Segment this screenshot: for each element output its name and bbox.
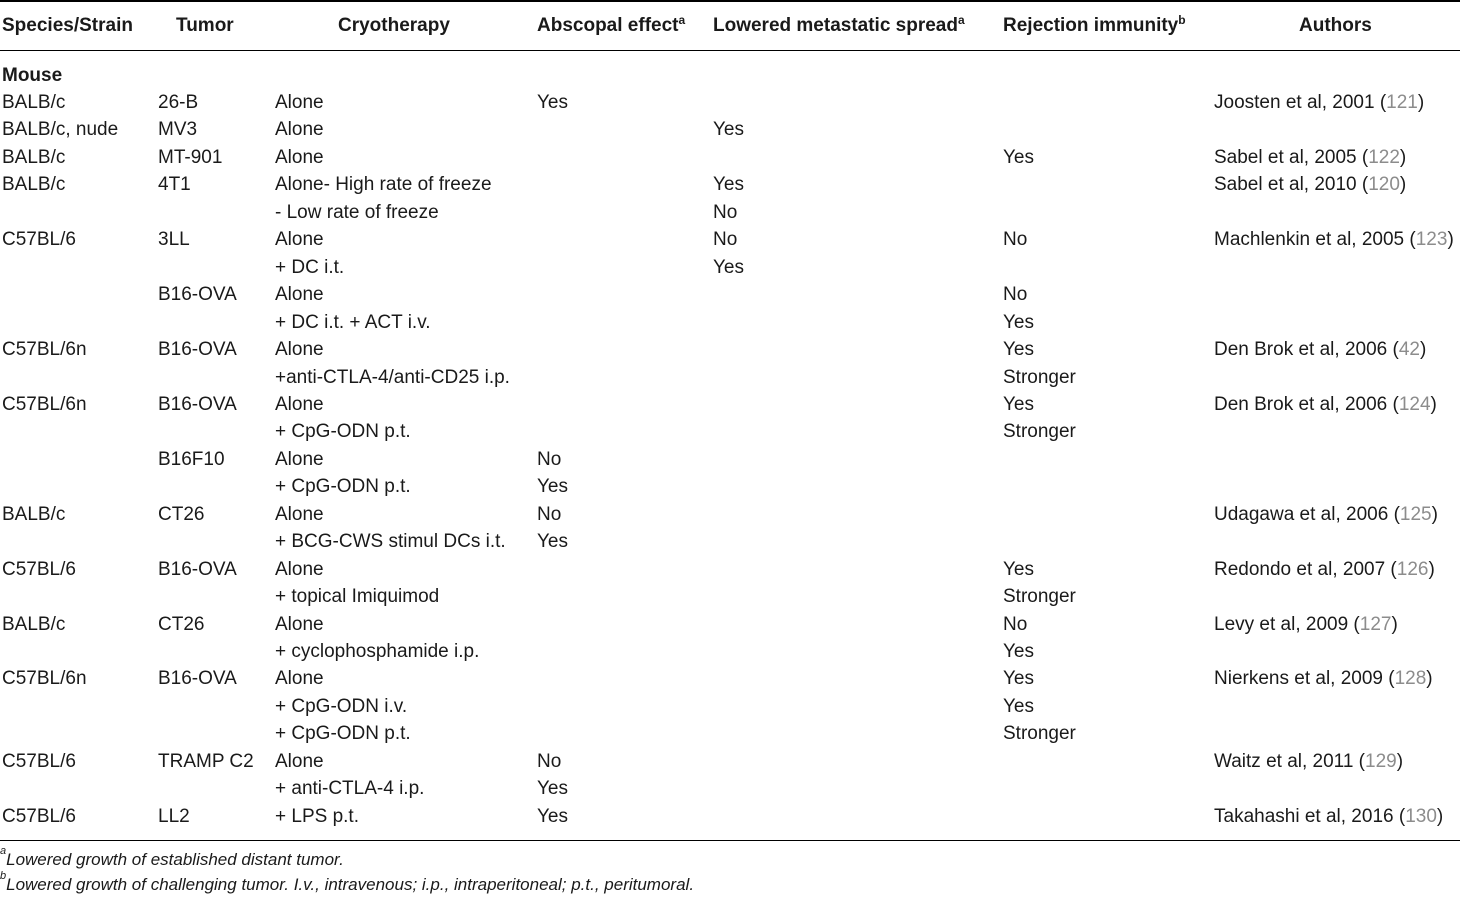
cryotherapy-cell: + DC i.t. + ACT i.v. [275, 312, 431, 333]
author-close: ) [1436, 806, 1444, 827]
metastatic-cell: Yes [713, 119, 744, 140]
cryotherapy-cell: + anti-CTLA-4 i.p. [275, 778, 425, 799]
footnote-marker: b [1178, 13, 1186, 27]
metastatic-cell: No [713, 202, 738, 223]
author-close: ) [1447, 229, 1454, 250]
column-header [338, 14, 450, 38]
author-text: Sabel et al, 2005 ( [1214, 147, 1369, 168]
group-label: Mouse [2, 65, 63, 86]
cryotherapy-cell: +anti-CTLA-4/anti-CD25 i.p. [275, 367, 510, 388]
cryotherapy-cell: + topical Imiquimod [275, 586, 440, 607]
cryotherapy-cell: Alone [275, 92, 324, 113]
cryotherapy-cell: Alone [275, 668, 324, 689]
author-cell [1214, 146, 1406, 170]
column-header [2, 14, 133, 38]
rejection-cell: Yes [1003, 641, 1034, 662]
author-cell [1214, 91, 1424, 115]
author-close: ) [1417, 92, 1425, 113]
column-header-label: Rejection immunity [1003, 15, 1179, 36]
cryotherapy-cell: - Low rate of freeze [275, 202, 439, 223]
cryotherapy-cell: Alone [275, 449, 324, 470]
cryotherapy-cell: Alone [275, 504, 324, 525]
cryotherapy-cell: Alone [275, 339, 324, 360]
author-cell [1214, 228, 1454, 252]
species-cell: BALB/c [2, 174, 66, 195]
cryotherapy-cell: Alone [275, 119, 324, 140]
rejection-cell: Yes [1003, 394, 1034, 415]
author-close: ) [1431, 504, 1438, 525]
column-header-label: Cryotherapy [338, 15, 450, 36]
rejection-cell: Stronger [1003, 367, 1076, 388]
author-cell [1214, 558, 1435, 582]
column-header-label: Authors [1299, 15, 1372, 36]
reference-link[interactable]: 127 [1359, 614, 1392, 635]
reference-link[interactable]: 121 [1386, 92, 1418, 113]
tumor-cell: B16-OVA [158, 339, 237, 360]
tumor-cell: 26-B [158, 92, 199, 113]
author-text: Den Brok et al, 2006 ( [1214, 394, 1399, 415]
author-close: ) [1399, 174, 1407, 195]
cryotherapy-cell: + cyclophosphamide i.p. [275, 641, 480, 662]
header-rule [0, 50, 1460, 51]
reference-link[interactable]: 125 [1399, 504, 1432, 525]
cryotherapy-cell: Alone [275, 394, 324, 415]
species-cell: BALB/c [2, 147, 66, 168]
author-text: Machlenkin et al, 2005 ( [1214, 229, 1416, 250]
rejection-cell: Yes [1003, 312, 1034, 333]
author-cell [1214, 750, 1403, 774]
rejection-cell: No [1003, 614, 1028, 635]
species-cell: BALB/c [2, 614, 66, 635]
column-header [1003, 14, 1186, 38]
tumor-cell: B16-OVA [158, 668, 237, 689]
tumor-cell: CT26 [158, 614, 205, 635]
tumor-cell: MT-901 [158, 147, 223, 168]
author-cell [1214, 667, 1433, 691]
author-text: Den Brok et al, 2006 ( [1214, 339, 1399, 360]
author-text: Redondo et al, 2007 ( [1214, 559, 1397, 580]
author-cell [1214, 338, 1426, 362]
author-cell [1214, 805, 1443, 829]
metastatic-cell: Yes [713, 257, 744, 278]
cryotherapy-cell: Alone [275, 147, 324, 168]
reference-link[interactable]: 122 [1368, 147, 1400, 168]
reference-link[interactable]: 126 [1396, 559, 1429, 580]
rejection-cell: Stronger [1003, 586, 1076, 607]
species-cell: C57BL/6 [2, 806, 76, 827]
metastatic-cell: Yes [713, 174, 744, 195]
cryotherapy-cell: Alone [275, 751, 324, 772]
author-text: Takahashi et al, 2016 ( [1214, 806, 1406, 827]
cryotherapy-cell: Alone [275, 559, 324, 580]
rejection-cell: Yes [1003, 147, 1034, 168]
rejection-cell: No [1003, 284, 1028, 305]
tumor-cell: B16-OVA [158, 394, 237, 415]
column-header [1299, 14, 1372, 38]
tumor-cell: CT26 [158, 504, 205, 525]
species-cell: C57BL/6 [2, 559, 76, 580]
cryotherapy-cell: + CpG-ODN i.v. [275, 696, 408, 717]
column-header [176, 14, 234, 38]
rejection-cell: Yes [1003, 339, 1034, 360]
tumor-cell: 4T1 [158, 174, 191, 195]
column-header [537, 14, 685, 38]
column-header-label: Abscopal effect [537, 15, 679, 36]
species-cell: C57BL/6 [2, 751, 76, 772]
rejection-cell: Stronger [1003, 421, 1076, 442]
author-close: ) [1419, 339, 1427, 360]
column-header-label: Species/Strain [2, 15, 133, 36]
footnote-mark: a [0, 845, 7, 857]
cryotherapy-cell: Alone- High rate of freeze [275, 174, 492, 195]
reference-link[interactable]: 120 [1368, 174, 1400, 195]
rejection-cell: Yes [1003, 559, 1034, 580]
column-header-label: Lowered metastatic spread [713, 15, 958, 36]
author-close: ) [1391, 614, 1398, 635]
author-cell [1214, 503, 1438, 527]
author-text: Udagawa et al, 2006 ( [1214, 504, 1400, 525]
species-cell: C57BL/6n [2, 394, 87, 415]
species-cell: C57BL/6 [2, 229, 76, 250]
cryotherapy-cell: + DC i.t. [275, 257, 345, 278]
cryotherapy-cell: + CpG-ODN p.t. [275, 723, 411, 744]
cryotherapy-cell: Alone [275, 614, 324, 635]
abscopal-cell: Yes [537, 92, 568, 113]
footnote-a [0, 845, 344, 870]
cryotherapy-cell: + BCG-CWS stimul DCs i.t. [275, 531, 506, 552]
abscopal-cell: No [537, 751, 562, 772]
column-header-label: Tumor [176, 15, 234, 36]
tumor-cell: B16F10 [158, 449, 225, 470]
species-cell: BALB/c [2, 504, 66, 525]
author-text: Joosten et al, 2001 ( [1214, 92, 1387, 113]
tumor-cell: B16-OVA [158, 284, 237, 305]
abscopal-cell: Yes [537, 806, 568, 827]
author-close: ) [1399, 147, 1407, 168]
tumor-cell: LL2 [158, 806, 190, 827]
reference-link[interactable]: 130 [1405, 806, 1437, 827]
species-cell: C57BL/6n [2, 339, 87, 360]
reference-link[interactable]: 123 [1415, 229, 1448, 250]
abscopal-cell: No [537, 449, 562, 470]
author-text: Nierkens et al, 2009 ( [1214, 668, 1395, 689]
author-close: ) [1426, 668, 1433, 689]
footnote-b [0, 870, 695, 895]
bottom-rule [0, 840, 1460, 841]
author-cell [1214, 393, 1437, 417]
cryotherapy-cell: + CpG-ODN p.t. [275, 421, 411, 442]
abscopal-cell: Yes [537, 531, 568, 552]
author-text: Sabel et al, 2010 ( [1214, 174, 1369, 195]
species-cell: BALB/c, nude [2, 119, 119, 140]
cryotherapy-cell: + LPS p.t. [275, 806, 359, 827]
author-cell [1214, 613, 1398, 637]
footnote-text: Lowered growth of challenging tumor. I.v., intravenous; i.p., intraperitoneal; p.t., peritumoral. [6, 875, 695, 894]
footnote-mark: b [0, 870, 7, 882]
rejection-cell: Stronger [1003, 723, 1076, 744]
rejection-cell: No [1003, 229, 1028, 250]
tumor-cell: 3LL [158, 229, 190, 250]
reference-link[interactable]: 42 [1398, 339, 1420, 360]
tumor-cell: MV3 [158, 119, 198, 140]
rejection-cell: Yes [1003, 668, 1034, 689]
rejection-cell: Yes [1003, 696, 1034, 717]
species-cell: BALB/c [2, 92, 66, 113]
author-close: ) [1428, 559, 1435, 580]
author-text: Levy et al, 2009 ( [1214, 614, 1360, 635]
reference-link[interactable]: 129 [1365, 751, 1397, 772]
footnote-marker: a [678, 13, 686, 27]
author-cell [1214, 173, 1406, 197]
reference-link[interactable]: 124 [1398, 394, 1431, 415]
cryotherapy-cell: Alone [275, 229, 324, 250]
abscopal-cell: Yes [537, 778, 568, 799]
footnote-marker: a [957, 13, 965, 27]
metastatic-cell: No [713, 229, 738, 250]
tumor-cell: TRAMP C2 [158, 751, 254, 772]
top-rule [0, 0, 1460, 2]
cryotherapy-cell: + CpG-ODN p.t. [275, 476, 411, 497]
footnote-text: Lowered growth of established distant tumor. [6, 850, 344, 869]
cryotherapy-cell: Alone [275, 284, 324, 305]
abscopal-cell: No [537, 504, 562, 525]
abscopal-cell: Yes [537, 476, 568, 497]
author-text: Waitz et al, 2011 ( [1214, 751, 1366, 772]
column-header [713, 14, 965, 38]
author-close: ) [1396, 751, 1404, 772]
author-close: ) [1430, 394, 1437, 415]
reference-link[interactable]: 128 [1394, 668, 1427, 689]
tumor-cell: B16-OVA [158, 559, 237, 580]
species-cell: C57BL/6n [2, 668, 87, 689]
